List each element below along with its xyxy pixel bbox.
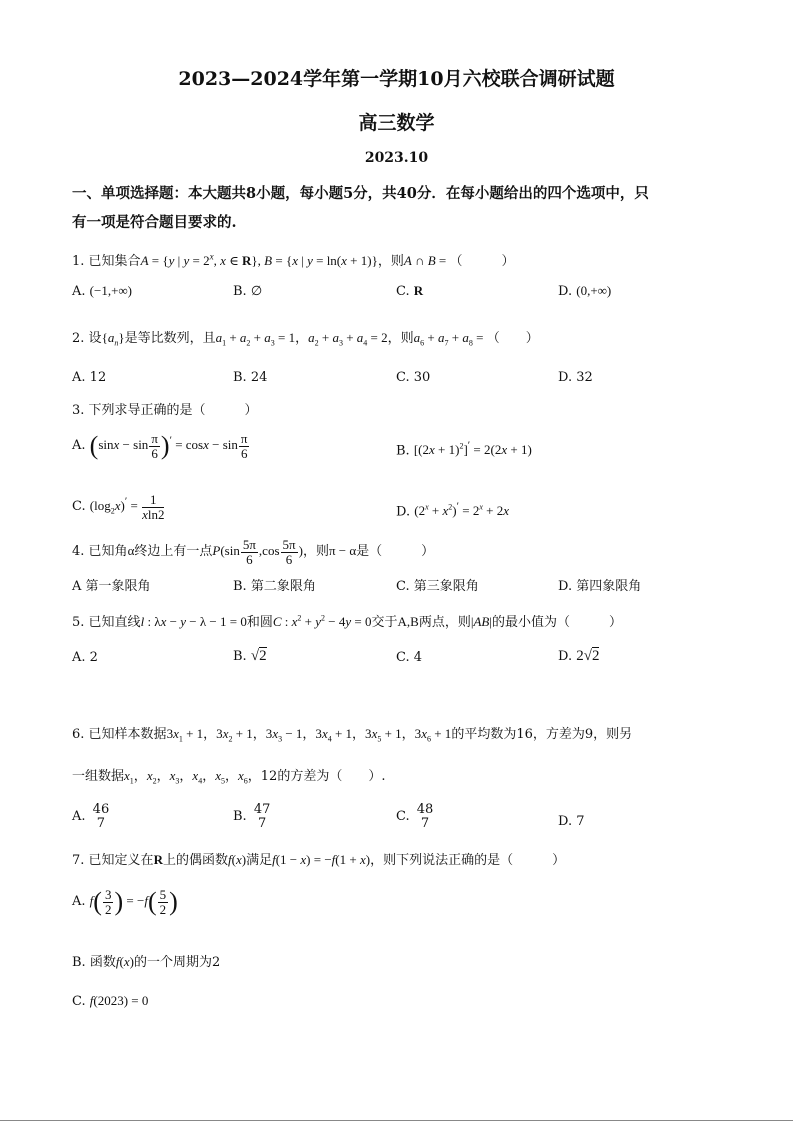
question-7 [72,849,565,868]
q4-option-d[interactable]: D. 第四象限角 [558,579,642,594]
q7-stem-d: ，则下列说法正确的是（ ） [370,853,566,868]
q7-stem-c: 满足 [246,853,273,868]
q4-number: 4. [72,544,85,560]
q4-stem-d: 是（ ） [356,544,435,560]
q2-option-c[interactable]: C. 30 [396,370,431,385]
q5-stem-b: 和圆 [246,615,273,630]
q7-real-set: R [153,852,163,867]
q6-option-a[interactable]: A. 46 7 [72,802,110,831]
section-intro-line2: 有一项是符合题目要求的. [72,214,237,231]
q3-option-d[interactable]: D. $(2^x + x^2)' = 2^x + 2x$ [396,501,510,520]
q5-stem-c: 交于 [371,615,398,630]
q7-number: 7. [72,853,85,868]
q2-option-b[interactable]: B. 24 [233,370,268,385]
q7-option-c-formula: f(2023) = 0 [89,993,149,1008]
q3-option-b-formula: $[(2x + 1)^2]' = 2(2x + 1)$ [413,440,532,458]
q1-intersection-formula: A ∩ B = [403,253,450,268]
q7-option-b[interactable]: B. 函数f(x)的一个周期为2 [72,954,221,970]
q2-number: 2. [72,331,85,346]
question-1 [72,250,515,269]
q1-option-c[interactable]: C. R [396,283,424,299]
q5-number: 5. [72,615,85,630]
q5-option-d[interactable]: D. 2√2 [558,648,600,664]
q7-option-a-formula: f( $\frac{3}{2}$ ) = −f( $\frac{5}{2}$ ) [89,887,178,917]
q1-stem-a: 已知集合 [88,254,141,269]
q3-stem: 下列求导正确的是（ ） [88,403,258,418]
q3-number: 3. [72,403,85,418]
q6-sample-formula: $3x_1 + 1$，$3x_2 + 1$，$3x_3 - 1$，$3x_4 + 1$，$3x_5 + 1$，$3x_6 + 1$ [166,726,452,744]
question-2 [72,327,539,348]
q4-stem-b: 终边上有一点 [134,544,213,560]
q1-option-b[interactable]: B. ∅ [233,283,263,299]
q6-data-formula: $x_1$，$x_2$，$x_3$，$x_4$，$x_5$，$x_6$ [124,768,248,786]
q2-sequence-formula: $\{a_n\}$ [101,330,125,348]
q3-option-a-formula: (sinx − sin $\frac{\pi}{6}$ )′ = cosx − sin $\frac{\pi}{6}$ [89,431,248,461]
q1-set-a-formula: A = {y | $y = 2^x$, x ∈ R}, B = {x | y = ln(x + 1)} [140,251,378,268]
question-4 [72,538,434,566]
q2-option-a[interactable]: A. 12 [72,370,107,385]
q1-option-a[interactable]: A. (−1,+∞) [72,283,133,299]
q2-target-formula: $a_6 + a_7 + a_8$ = [413,330,487,348]
q5-stem-d: 两点，则 [418,615,471,630]
exam-title: 2023—2024学年第一学期10月六校联合调研试题 [178,68,615,90]
q5-option-b-formula: √2 [250,648,267,664]
q3-option-b[interactable]: B. $[(2x + 1)^2]' = 2(2x + 1)$ [396,440,532,459]
q5-option-a[interactable]: A. 2 [72,650,98,665]
q3-option-d-formula: $(2^x + x^2)' = 2^x + 2x$ [414,501,510,519]
q5-chord-formula: |AB| [470,614,492,629]
q6-stem-d: ，12的方差为（ ）. [247,769,386,784]
q3-option-c-formula: $(\log_2x)'$ = $\frac{1}{xln2}$ [89,492,165,522]
section-intro-line1: 一、单项选择题：本大题共8小题，每小题5分，共40分．在每小题给出的四个选项中，只 [72,185,649,202]
q5-points: A,B [397,614,419,629]
q7-option-b-formula: f(x) [115,954,134,969]
q4-option-a[interactable]: A 第一象限角 [72,579,151,594]
q6-option-b[interactable]: B. 47 7 [233,802,271,831]
q4-option-b[interactable]: B. 第二象限角 [233,579,316,594]
q6-option-c[interactable]: C. 48 7 [396,802,434,831]
q4-alpha-symbol: α [127,543,135,559]
q6-stem-c: 一组数据 [72,769,125,784]
q5-option-c[interactable]: C. 4 [396,650,423,665]
exam-subtitle: 高三数学 [358,112,435,134]
q5-line-formula: l : λx − y − λ − 1 = 0 [140,614,247,629]
q6-stem-a: 已知样本数据 [88,727,167,742]
q2-condition-formula: $a_1 + a_2 + a_3 = 1$，$a_2 + a_3 + a_4 = 2$ [215,330,388,348]
q6-stem-b: 的平均数为16，方差为9，则另 [451,727,633,742]
q7-condition-formula: f(1 − x) = −f(1 + x) [272,852,371,867]
question-6 [72,723,632,744]
question-5 [72,611,622,630]
q1-option-d[interactable]: D. (0,+∞) [558,283,612,299]
q6-number: 6. [72,727,85,742]
q4-stem-a: 已知角 [88,544,128,560]
q6-option-d[interactable]: D. 7 [558,814,585,829]
q5-stem-e: 的最小值为（ ） [491,615,622,630]
q2-stem-a: 设 [88,331,102,346]
q2-option-d[interactable]: D. 32 [558,370,593,385]
q7-option-c[interactable]: C. f(2023) = 0 [72,993,149,1009]
q4-stem-c: ，则 [302,544,329,560]
question-3 [72,399,258,418]
q4-option-c[interactable]: C. 第三象限角 [396,579,479,594]
q5-stem-a: 已知直线 [88,615,141,630]
q2-blank: （ ） [486,331,539,346]
q7-function-formula: f(x) [227,852,247,867]
q2-stem-b: 是等比数列，且 [124,331,216,346]
q1-stem-b: ，则 [377,254,404,269]
q1-number: 1. [72,254,85,269]
q2-stem-c: ，则 [387,331,414,346]
q5-circle-formula: C : $x^2 + y^2 - 4y = 0$ [272,613,372,629]
q3-option-c[interactable]: C. $(\log_2x)'$ = $\frac{1}{xln2}$ [72,492,165,522]
q4-point-formula: P(sin $\frac{5\pi}{6}$ ,cos $\frac{5\pi}{6}$ ) [212,537,303,567]
q3-option-a[interactable]: A. (sinx − sin $\frac{\pi}{6}$ )′ = cosx − sin $\frac{\pi}{6}$ [72,432,250,460]
q1-blank: （ ） [449,254,515,269]
page-bottom-border [0,1120,793,1121]
q7-stem-a: 已知定义在 [88,853,154,868]
q5-option-b[interactable]: B. √2 [233,648,267,664]
q4-angle-formula: π − α [328,543,357,559]
exam-date: 2023.10 [364,150,429,166]
q7-stem-b: 上的偶函数 [162,853,228,868]
question-6-line2 [72,765,385,786]
q7-option-a[interactable]: A. f( $\frac{3}{2}$ ) = −f( $\frac{5}{2}$ ) [72,887,178,917]
q5-option-d-formula: 2√2 [576,648,600,664]
